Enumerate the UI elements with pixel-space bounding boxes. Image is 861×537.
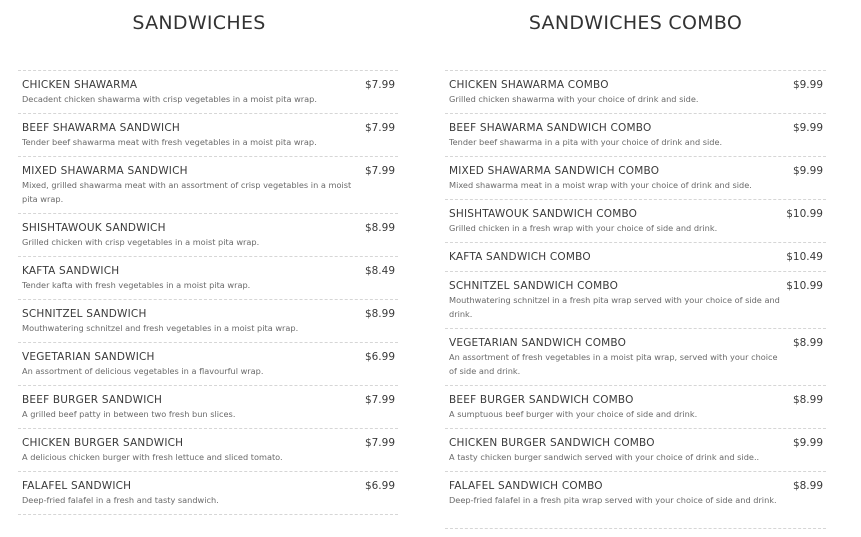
sandwiches-list xyxy=(18,70,398,515)
item-name: SCHNITZEL SANDWICH xyxy=(22,308,147,320)
item-price: $9.99 xyxy=(792,79,823,91)
menu-item xyxy=(18,157,398,214)
menu-item xyxy=(445,243,826,272)
item-price: $10.99 xyxy=(786,280,823,292)
item-price: $9.99 xyxy=(792,165,823,177)
item-price: $8.99 xyxy=(792,480,823,492)
menu-item xyxy=(18,343,398,386)
item-name: MIXED SHAWARMA SANDWICH xyxy=(22,165,188,177)
item-name: SHISHTAWOUK SANDWICH xyxy=(22,222,166,234)
item-price: $6.99 xyxy=(364,480,395,492)
menu-item xyxy=(445,429,826,472)
item-description: Decadent chicken shawarma with crisp vegetables in a moist pita wrap. xyxy=(22,94,317,104)
item-price: $7.99 xyxy=(364,79,395,91)
item-description: A delicious chicken burger with fresh lettuce and sliced tomato. xyxy=(22,452,283,462)
menu-item xyxy=(445,114,826,157)
item-name: KAFTA SANDWICH xyxy=(22,265,120,277)
menu-item xyxy=(445,329,826,386)
item-description: Tender kafta with fresh vegetables in a moist pita wrap. xyxy=(22,280,251,290)
item-description: An assortment of delicious vegetables in a flavourful wrap. xyxy=(22,366,264,376)
item-description: A tasty chicken burger sandwich served with your choice of drink and side.. xyxy=(449,452,760,462)
item-name: BEEF BURGER SANDWICH xyxy=(22,394,163,406)
item-description: Mouthwatering schnitzel and fresh vegetables in a moist pita wrap. xyxy=(22,323,299,333)
item-price: $10.49 xyxy=(786,251,823,263)
item-name: VEGETARIAN SANDWICH COMBO xyxy=(449,337,627,349)
item-description: Grilled chicken in a fresh wrap with your choice of side and drink. xyxy=(449,223,718,233)
combos-title: SANDWICHES COMBO xyxy=(528,12,743,34)
item-name: SHISHTAWOUK SANDWICH COMBO xyxy=(449,208,638,220)
item-price: $7.99 xyxy=(364,165,395,177)
item-description: Deep-fried falafel in a fresh and tasty sandwich. xyxy=(22,495,219,505)
item-name: BEEF BURGER SANDWICH COMBO xyxy=(449,394,634,406)
item-price: $8.99 xyxy=(364,222,395,234)
item-price: $6.99 xyxy=(364,351,395,363)
item-price: $8.99 xyxy=(792,337,823,349)
item-name: KAFTA SANDWICH COMBO xyxy=(449,251,591,263)
menu-item xyxy=(18,71,398,114)
menu-item xyxy=(445,386,826,429)
menu-item xyxy=(445,71,826,114)
item-description: An assortment of fresh vegetables in a moist pita wrap, served with your choice of side and drink. xyxy=(449,352,778,376)
item-price: $8.99 xyxy=(364,308,395,320)
combos-list xyxy=(445,70,826,529)
item-price: $7.99 xyxy=(364,122,395,134)
item-description: Mixed, grilled shawarma meat with an assortment of crisp vegetables in a moist pita wrap. xyxy=(22,180,352,204)
item-description: A sumptuous beef burger with your choice of side and drink. xyxy=(449,409,698,419)
item-description: Mixed shawarma meat in a moist wrap with your choice of drink and side. xyxy=(449,180,752,190)
item-name: MIXED SHAWARMA SANDWICH COMBO xyxy=(449,165,660,177)
item-name: FALAFEL SANDWICH xyxy=(22,480,132,492)
item-name: CHICKEN SHAWARMA xyxy=(22,79,138,91)
item-name: CHICKEN BURGER SANDWICH COMBO xyxy=(449,437,655,449)
item-description: Grilled chicken shawarma with your choice of drink and side. xyxy=(449,94,699,104)
item-description: Mouthwatering schnitzel in a fresh pita wrap served with your choice of side and drink. xyxy=(449,295,780,319)
item-price: $9.99 xyxy=(792,437,823,449)
sandwiches-title: SANDWICHES xyxy=(132,12,266,34)
menu-item xyxy=(18,472,398,515)
menu-item xyxy=(18,429,398,472)
item-description: A grilled beef patty in between two fresh bun slices. xyxy=(22,409,236,419)
item-name: CHICKEN BURGER SANDWICH xyxy=(22,437,184,449)
menu-item xyxy=(18,257,398,300)
item-name: VEGETARIAN SANDWICH xyxy=(22,351,155,363)
menu-item xyxy=(445,200,826,243)
menu-item xyxy=(445,272,826,329)
menu-item xyxy=(18,114,398,157)
item-name: BEEF SHAWARMA SANDWICH COMBO xyxy=(449,122,652,134)
menu-item xyxy=(18,300,398,343)
menu-item xyxy=(445,472,826,529)
item-name: SCHNITZEL SANDWICH COMBO xyxy=(449,280,619,292)
item-price: $9.99 xyxy=(792,122,823,134)
item-description: Grilled chicken with crisp vegetables in a moist pita wrap. xyxy=(22,237,260,247)
item-name: FALAFEL SANDWICH COMBO xyxy=(449,480,603,492)
item-price: $7.99 xyxy=(364,394,395,406)
item-name: BEEF SHAWARMA SANDWICH xyxy=(22,122,180,134)
item-name: CHICKEN SHAWARMA COMBO xyxy=(449,79,609,91)
item-price: $10.99 xyxy=(786,208,823,220)
menu-item xyxy=(18,386,398,429)
item-price: $8.49 xyxy=(364,265,395,277)
item-description: Tender beef shawarma meat with fresh vegetables in a moist pita wrap. xyxy=(22,137,317,147)
item-price: $7.99 xyxy=(364,437,395,449)
item-description: Deep-fried falafel in a fresh pita wrap served with your choice of side and drink. xyxy=(449,495,777,505)
menu-item xyxy=(445,157,826,200)
menu-item xyxy=(18,214,398,257)
item-description: Tender beef shawarma in a pita with your choice of drink and side. xyxy=(449,137,723,147)
item-price: $8.99 xyxy=(792,394,823,406)
